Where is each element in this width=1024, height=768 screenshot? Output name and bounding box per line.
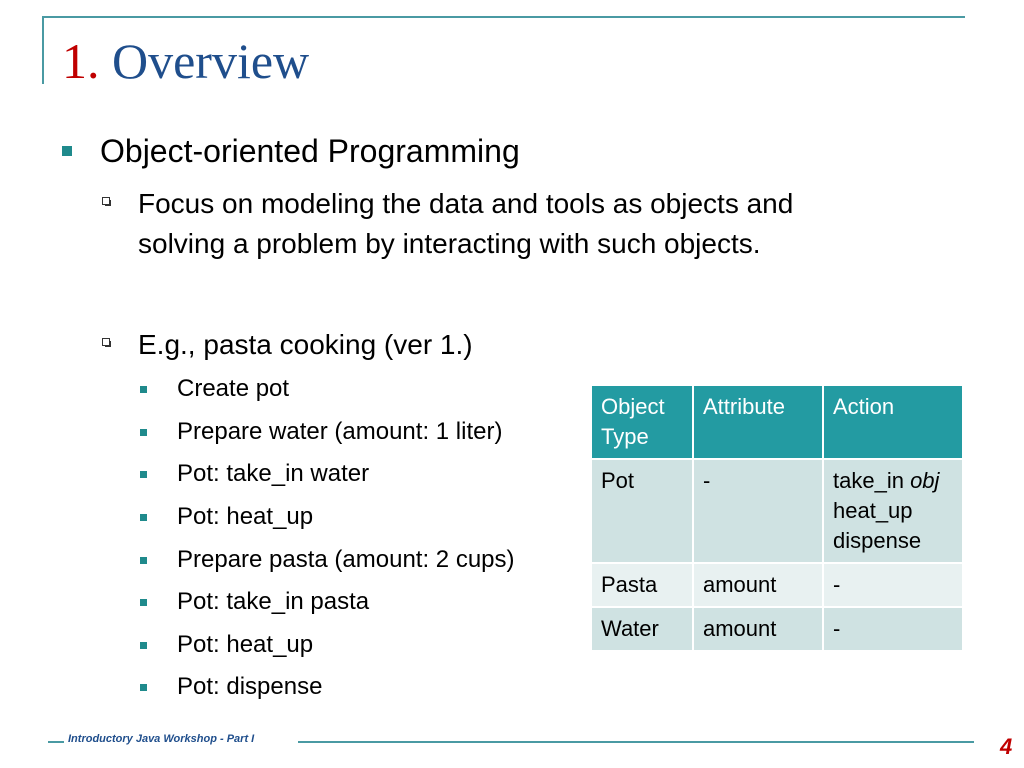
square-bullet-icon	[140, 386, 147, 393]
square-bullet-icon	[140, 684, 147, 691]
step-text: Pot: heat_up	[177, 631, 314, 658]
header-attribute: Attribute	[693, 385, 823, 459]
cell-type: Water	[591, 607, 693, 651]
slide-title	[62, 33, 310, 89]
square-bullet-icon	[140, 471, 147, 478]
square-bullet-icon	[140, 514, 147, 521]
header-object-type-line1: Object	[601, 394, 665, 419]
cell-attribute: -	[693, 459, 823, 563]
hollow-square-bullet-icon	[102, 338, 110, 346]
cell-attribute: amount	[693, 607, 823, 651]
header-object-type-line2: Type	[601, 424, 649, 449]
header-action: Action	[823, 385, 963, 459]
title-frame-left-line	[42, 16, 44, 84]
step-text: Pot: heat_up	[177, 503, 314, 530]
cell-type: Pot	[591, 459, 693, 563]
action-text: dispense	[833, 528, 922, 553]
step-text: Pot: take_in water	[177, 460, 370, 487]
title-frame-top-line	[42, 16, 965, 18]
action-italic-text: obj	[910, 468, 940, 493]
square-bullet-icon	[140, 429, 147, 436]
square-bullet-icon	[140, 642, 147, 649]
table-header-row	[591, 385, 963, 459]
footer-text: Introductory Java Workshop - Part I	[68, 733, 255, 745]
step-text: Pot: dispense	[177, 673, 323, 700]
square-bullet-icon	[62, 146, 72, 156]
table-row	[591, 563, 963, 607]
step-text: Create pot	[177, 375, 290, 402]
sub-bullet-example-text: E.g., pasta cooking (ver 1.)	[138, 329, 473, 360]
step-text: Prepare pasta (amount: 2 cups)	[177, 546, 515, 573]
cell-type: Pasta	[591, 563, 693, 607]
footer-line-left	[48, 741, 64, 743]
table-row	[591, 459, 963, 563]
page-number: 4	[1000, 734, 1013, 759]
footer-line-right	[298, 741, 974, 743]
step-text: Prepare water (amount: 1 liter)	[177, 418, 503, 445]
hollow-square-bullet-icon	[102, 197, 110, 205]
cell-action	[823, 459, 963, 563]
cell-action: -	[823, 563, 963, 607]
title-number: 1.	[62, 33, 100, 89]
action-text: heat_up	[833, 498, 913, 523]
table-row	[591, 607, 963, 651]
title-text: Overview	[112, 33, 310, 89]
object-table	[590, 384, 964, 652]
sub-bullet-focus-line2: solving a problem by interacting with such objects.	[138, 228, 761, 259]
cell-attribute: amount	[693, 563, 823, 607]
action-text: take_in	[833, 468, 911, 493]
square-bullet-icon	[140, 599, 147, 606]
cell-action: -	[823, 607, 963, 651]
header-object-type	[591, 385, 693, 459]
step-text: Pot: take_in pasta	[177, 588, 370, 615]
bullet-main-text: Object-oriented Programming	[100, 133, 520, 169]
sub-bullet-focus-line1: Focus on modeling the data and tools as objects and	[138, 188, 794, 219]
square-bullet-icon	[140, 557, 147, 564]
